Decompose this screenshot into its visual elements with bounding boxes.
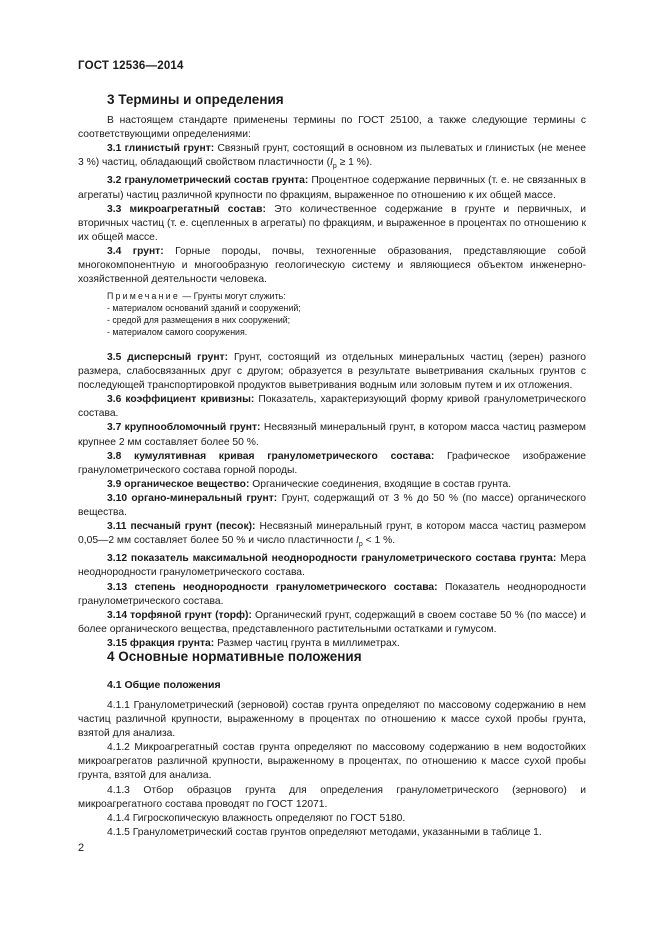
term-label: 3.2 гранулометрический состав грунта: bbox=[107, 175, 309, 187]
note-heading bbox=[107, 290, 577, 302]
term-3-6 bbox=[78, 393, 586, 421]
term-definition: Органические соединения, входящие в состав грунта. bbox=[249, 478, 512, 490]
term-3-9 bbox=[78, 478, 586, 492]
symbol-ip: I bbox=[330, 157, 333, 169]
term-label: 3.10 органо-минеральный грунт: bbox=[107, 492, 278, 504]
term-label: 3.7 крупнообломочный грунт: bbox=[107, 422, 261, 434]
term-label: 3.8 кумулятивная кривая гранулометрического состава: bbox=[107, 450, 435, 462]
term-definition: Грунт, содержащий от 3 % до 50 % (по массе) органического вещества. bbox=[78, 492, 587, 519]
term-definition-tail: < 1 %. bbox=[362, 535, 396, 547]
note-text: — Грунты могут служить: bbox=[179, 291, 286, 301]
term-label: 3.13 степень неоднородности гранулометрического состава: bbox=[107, 581, 438, 593]
paragraph-4-1-4: 4.1.4 Гигроскопическую влажность определяют по ГОСТ 5180. bbox=[107, 812, 406, 824]
term-3-5 bbox=[78, 351, 586, 393]
term-3-14 bbox=[78, 609, 586, 637]
note-item: - средой для размещения в них сооружений; bbox=[107, 315, 291, 325]
term-label: 3.3 микроагрегатный состав: bbox=[107, 203, 266, 215]
term-definition: Показатель, характеризующий форму кривой гранулометрического состава. bbox=[78, 394, 586, 420]
term-definition-tail: ≥ 1 %). bbox=[336, 157, 373, 169]
section-3-body-part2 bbox=[78, 351, 586, 651]
note-item: - материалом самого сооружения. bbox=[107, 327, 248, 337]
term-definition: Графическое изображение гранулометрического состава горной породы. bbox=[78, 450, 586, 476]
document-header: ГОСТ 12536—2014 bbox=[78, 60, 184, 72]
section-3-intro: В настоящем стандарте применены термины по ГОСТ 25100, а также следующие термины с соответствующими определениями: bbox=[78, 115, 586, 141]
term-3-2 bbox=[78, 174, 586, 202]
term-label: 3.4 грунт: bbox=[107, 245, 164, 257]
term-definition: Процентное содержание первичных (т. е. не связанных в агрегаты) частиц различной крупности по фракциям, выраженное по отношению к их общей массе. bbox=[78, 175, 586, 201]
paragraph-4-1-1: 4.1.1 Гранулометрический (зерновой) состав грунта определяют по массовому содержанию в нем частиц различной крупности, выраженному в процентах по отношению к массе сухой пробы грунта, взятой для анализа. bbox=[78, 700, 586, 740]
section-4-title: 4 Основные нормативные положения bbox=[107, 649, 362, 664]
term-3-10 bbox=[78, 492, 586, 520]
term-label: 3.12 показатель максимальной неоднородности гранулометрического состава грунта: bbox=[107, 553, 557, 565]
term-definition: Мера неоднородности гранулометрического состава. bbox=[78, 553, 586, 579]
term-3-1 bbox=[78, 142, 586, 174]
term-definition: Показатель неоднородности гранулометрического состава. bbox=[78, 581, 586, 607]
paragraph-4-1-3: 4.1.3 Отбор образцов грунта для определения гранулометрического (зернового) и микроагрегатного состава проводят по ГОСТ 12071. bbox=[78, 784, 586, 810]
term-label: 3.15 фракция грунта: bbox=[107, 637, 215, 649]
term-3-11 bbox=[78, 520, 586, 552]
term-definition: Размер частиц грунта в миллиметрах. bbox=[214, 637, 400, 649]
term-definition: Связный грунт, состоящий в основном из пылеватых и глинистых (не менее 3 %) частиц, обладающий свойством пластичности ( bbox=[78, 143, 586, 169]
term-label: 3.5 дисперсный грунт: bbox=[107, 352, 229, 363]
symbol-subscript: p bbox=[358, 541, 363, 549]
paragraph-4-1-2: 4.1.2 Микроагрегатный состав грунта определяют по массовому содержанию в нем водостойких микроагрегатов различной крупности, выраженному в процентах, по отношению к массе сухой пробы грунта, взятой для анализа. bbox=[78, 742, 586, 782]
term-3-7 bbox=[78, 421, 586, 449]
page-number: 2 bbox=[78, 842, 85, 854]
subsection-4-1-title: 4.1 Общие положения bbox=[107, 679, 221, 691]
term-label: 3.9 органическое вещество: bbox=[107, 478, 250, 490]
term-definition: Горные породы, почвы, техногенные образования, представляющие собой многокомпонентную и многообразную геологическую систему и являющиеся объектом инженерно-хозяйственной деятельности человека. bbox=[78, 245, 586, 286]
term-definition: Несвязный минеральный грунт, в котором масса частиц размером 0,05—2 мм составляет более 50 % и число пластичности bbox=[78, 521, 586, 547]
term-3-13 bbox=[78, 581, 586, 609]
term-3-12 bbox=[78, 552, 586, 580]
term-label: 3.11 песчаный грунт (песок): bbox=[107, 521, 256, 533]
term-definition: Органический грунт, содержащий в своем составе 50 % (по массе) и более органического вещества, представленного растительными остатками и гумусом. bbox=[78, 609, 586, 635]
section-4-body bbox=[78, 699, 586, 840]
note-block bbox=[107, 290, 577, 338]
section-3-title: 3 Термины и определения bbox=[107, 92, 284, 107]
term-3-4 bbox=[78, 245, 586, 287]
term-label: 3.6 коэффициент кривизны: bbox=[107, 394, 255, 406]
term-3-8 bbox=[78, 450, 586, 478]
term-definition: Несвязный минеральный грунт, в котором масса частиц размером крупнее 2 мм составляет более 50 %. bbox=[78, 422, 586, 448]
term-3-3 bbox=[78, 203, 586, 245]
term-label: 3.1 глинистый грунт: bbox=[107, 143, 215, 155]
note-item: - материалом оснований зданий и сооружений; bbox=[107, 303, 301, 313]
note-label: Примечание bbox=[107, 291, 180, 301]
section-3-body-part1 bbox=[78, 114, 586, 287]
symbol-subscript: p bbox=[332, 163, 337, 171]
symbol-ip: I bbox=[356, 535, 359, 547]
paragraph-4-1-5: 4.1.5 Гранулометрический состав грунтов определяют методами, указанными в таблице 1. bbox=[107, 826, 542, 838]
term-definition: Это количественное содержание в грунте и первичных, и вторичных частиц (т. е. сцепленных в агрегаты) по фракциям, и выраженное в процентах по отношению к их общей массе. bbox=[78, 203, 586, 243]
term-label: 3.14 торфяной грунт (торф): bbox=[107, 609, 252, 621]
term-definition: Грунт, состоящий из отдельных минеральных частиц (зерен) разного размера, слабосвязанных друг с другом; образуется в результате выветривания скальных грунтов с последующей транспортировкой продуктов выветривания водным или золовым путем и их отложения. bbox=[78, 352, 586, 392]
